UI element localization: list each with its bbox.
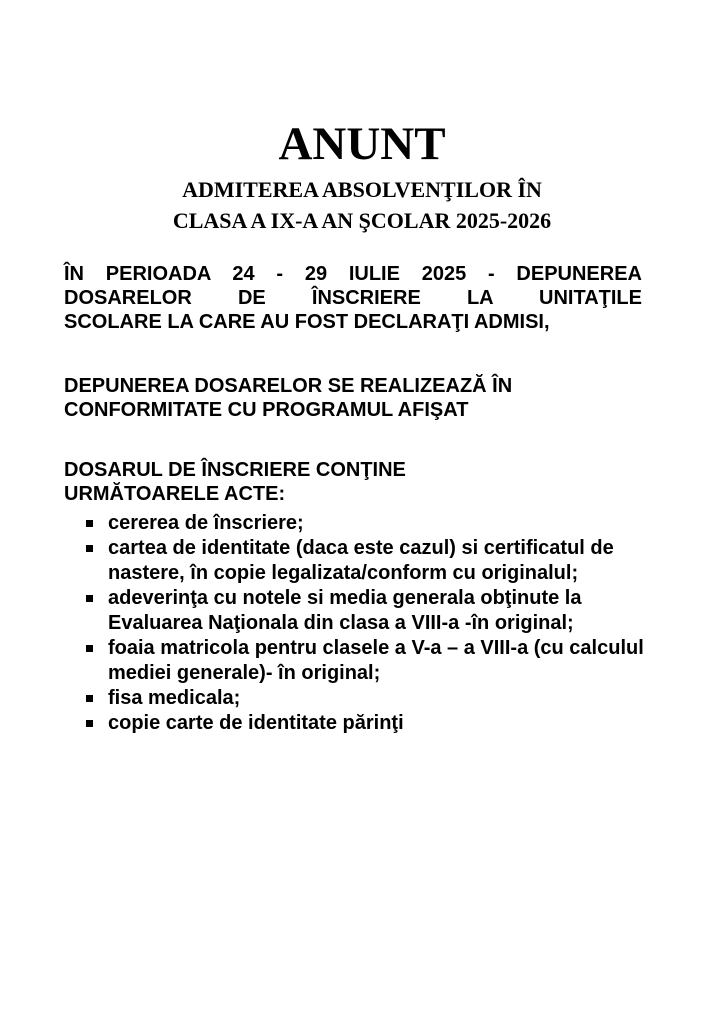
page-title: ANUNT <box>278 118 446 170</box>
period-line-3: SCOLARE LA CARE AU FOST DECLARAŢI ADMISI, <box>64 311 550 333</box>
submission-line-2: CONFORMITATE CU PROGRAMUL AFIŞAT <box>64 399 469 421</box>
list-item-text: foaia matricola pentru clasele a V-a – a VIII-a (cu calculul mediei generale)- în original; <box>108 637 644 684</box>
square-bullet-icon <box>86 520 93 527</box>
period-line-2: DOSARELOR DE ÎNSCRIERE LA UNITAŢILE <box>64 287 642 309</box>
square-bullet-icon <box>86 720 93 727</box>
period-paragraph <box>64 262 642 334</box>
list-item-text: cartea de identitate (daca este cazul) si certificatul de nastere, în copie legalizata/conform cu originalul; <box>108 537 614 584</box>
list-item <box>84 711 664 736</box>
list-item-text: adeverinţa cu notele si media generala obţinute la Evaluarea Naţionala din clasa a VIII-a -în original; <box>108 587 582 634</box>
subtitle <box>0 174 724 236</box>
square-bullet-icon <box>86 595 93 602</box>
documents-heading-line-2: URMĂTOARELE ACTE: <box>64 483 286 505</box>
period-line-1: ÎN PERIOADA 24 - 29 IULIE 2025 - DEPUNEREA <box>64 263 642 285</box>
subtitle-line-2: CLASA A IX-A AN ŞCOLAR 2025-2026 <box>172 208 552 233</box>
list-item <box>84 511 664 536</box>
list-item-text: fisa medicala; <box>108 687 241 709</box>
square-bullet-icon <box>86 545 93 552</box>
documents-heading <box>64 458 624 506</box>
subtitle-line-1: ADMITEREA ABSOLVENŢILOR ÎN <box>182 177 542 202</box>
list-item <box>84 536 664 586</box>
list-item-text: cererea de înscriere; <box>108 512 304 534</box>
submission-paragraph <box>64 374 624 422</box>
list-item <box>84 586 664 636</box>
documents-list <box>84 511 664 736</box>
list-item-text: copie carte de identitate părinţi <box>108 712 404 734</box>
submission-line-1: DEPUNEREA DOSARELOR SE REALIZEAZĂ ÎN <box>64 375 513 397</box>
square-bullet-icon <box>86 645 93 652</box>
list-item <box>84 686 664 711</box>
documents-heading-line-1: DOSARUL DE ÎNSCRIERE CONŢINE <box>64 459 406 481</box>
list-item <box>84 636 664 686</box>
square-bullet-icon <box>86 695 93 702</box>
